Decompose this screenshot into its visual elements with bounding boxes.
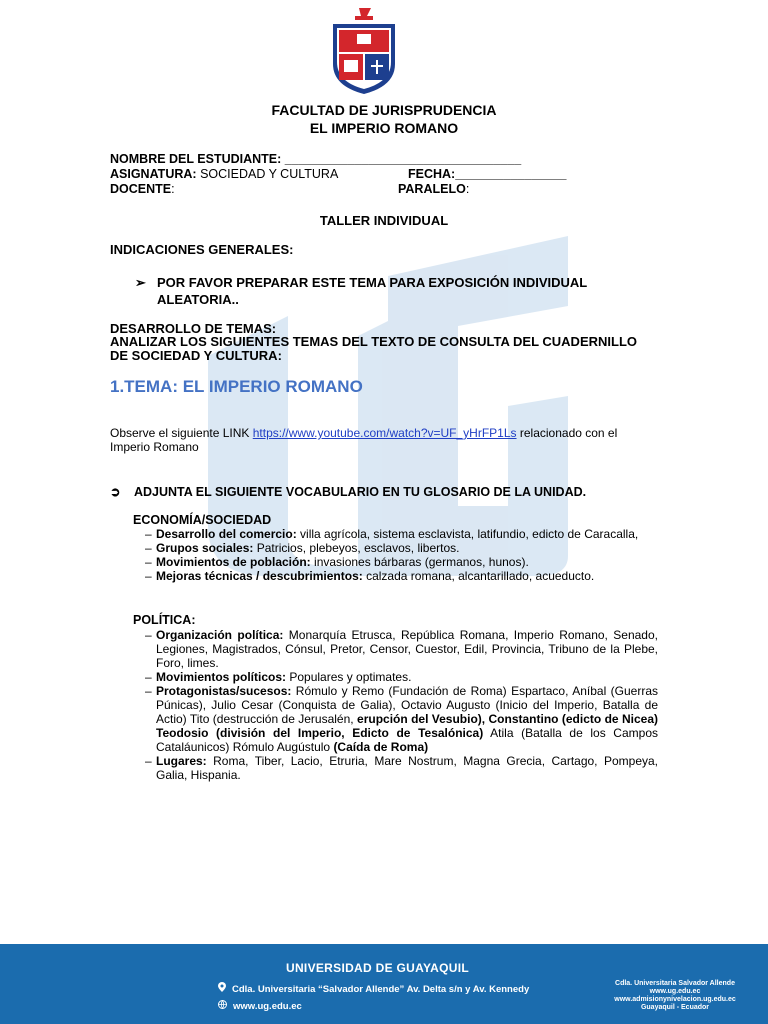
list-item: – Movimientos de población: invasiones bárbaras (germanos, hunos). (145, 555, 529, 569)
economia-list (145, 527, 658, 583)
footer-university-name: UNIVERSIDAD DE GUAYAQUIL (286, 961, 470, 975)
fecha-row (408, 167, 566, 181)
footer-contact-block (600, 980, 750, 1012)
list-item: – Grupos sociales: Patricios, plebeyos, esclavos, libertos. (145, 541, 460, 555)
circled-arrow-icon: ➲ (110, 485, 121, 499)
footer-web-row (218, 1000, 302, 1012)
docente-row (110, 182, 175, 196)
paralelo-label: PARALELO (398, 182, 466, 196)
indicaciones-heading: INDICACIONES GENERALES: (110, 242, 294, 257)
list-item: – Desarrollo del comercio: villa agrícola, sistema esclavista, latifundio, edicto de Caracalla, (145, 527, 639, 541)
location-pin-icon (218, 982, 226, 992)
paralelo-colon: : (465, 182, 470, 196)
asignatura-label: ASIGNATURA: (110, 167, 197, 181)
observe-paragraph (110, 426, 658, 454)
footer-right-line: Cdla. Universitaria Salvador Allende (615, 980, 735, 987)
indicaciones-bullet-text: POR FAVOR PREPARAR ESTE TEMA PARA EXPOSICIÓN INDIVIDUAL ALEATORIA.. (157, 275, 588, 307)
list-item: – Mejoras técnicas / descubrimientos: calzada romana, alcantarillado, acueducto. (145, 569, 595, 583)
observe-text-after: relacionado con el Imperio Romano (110, 426, 618, 454)
fecha-label: FECHA: (408, 167, 456, 181)
politica-list (145, 628, 658, 782)
fecha-line: ________________ (455, 167, 567, 181)
paralelo-row (398, 182, 469, 196)
politica-heading: POLÍTICA: (133, 613, 196, 627)
globe-icon (218, 1000, 227, 1009)
student-name-row (110, 152, 521, 166)
asignatura-row (110, 167, 338, 181)
list-item: – Protagonistas/sucesos: Rómulo y Remo (Fundación de Roma) Espartaco, Aníbal (Guerras Púnicas), Julio Cesar (Conquista de Galia), Octavio Augusto (Inicio del Imperio, Batalla de Actio) Tito (destrucción de Jerusalén, erupción del Vesubio), Constantino (edicto de Nicea) Teodosio (división del Imperio, Edicto de Tesalónica) Atila (Batalla de los Campos Cataláunicos) Rómulo Augústulo (Caída de Roma) (145, 684, 659, 754)
docente-label: DOCENTE (110, 182, 172, 196)
page-footer (0, 944, 768, 1024)
vocab-heading-row (110, 484, 586, 499)
list-item: – Lugares: Roma, Tiber, Lacio, Etruria, Mare Nostrum, Magna Grecia, Cartago, Pompeya, Galia, Hispania. (145, 754, 658, 782)
student-name-line: __________________________________ (284, 152, 522, 166)
list-item: – Organización política: Monarquía Etrusca, República Romana, Imperio Romano, Senado, Legiones, Magistrados, Cónsul, Pretor, Censor, Cuestor, Edil, Provincia, Tribuno de la Plebe, Foro, limes. (145, 628, 658, 670)
document-subject-title: EL IMPERIO ROMANO (309, 120, 459, 136)
student-name-label: NOMBRE DEL ESTUDIANTE: (110, 152, 282, 166)
observe-text-before: Observe el siguiente LINK (110, 426, 253, 440)
list-item: – Movimientos políticos: Populares y optimates. (145, 670, 412, 684)
docente-colon: : (171, 182, 175, 196)
youtube-link[interactable]: https://www.youtube.com/watch?v=UF_yHrFP1Ls (252, 426, 517, 440)
desarrollo-heading: DESARROLLO DE TEMAS: (110, 321, 277, 336)
footer-right-line: www.admisionynivelacion.ug.edu.ec (614, 996, 736, 1003)
taller-title: TALLER INDIVIDUAL (319, 213, 449, 228)
footer-right-line: www.ug.edu.ec (649, 988, 701, 995)
asignatura-value: SOCIEDAD Y CULTURA (200, 167, 339, 181)
footer-address-row (218, 982, 529, 995)
faculty-title: FACULTAD DE JURISPRUDENCIA (271, 102, 497, 118)
footer-website[interactable]: www.ug.edu.ec (233, 1001, 302, 1012)
desarrollo-instruction: ANALIZAR LOS SIGUIENTES TEMAS DEL TEXTO DE CONSULTA DEL CUADERNILLO DE SOCIEDAD Y CULTURA: (110, 334, 638, 363)
footer-address: Cdla. Universitaria “Salvador Allende” Av. Delta s/n y Av. Kennedy (232, 984, 530, 995)
economia-heading: ECONOMÍA/SOCIEDAD (133, 513, 272, 527)
university-crest-logo (331, 6, 397, 94)
vocab-heading: ADJUNTA EL SIGUIENTE VOCABULARIO EN TU GLOSARIO DE LA UNIDAD. (134, 485, 587, 499)
tema-title: 1.TEMA: EL IMPERIO ROMANO (110, 377, 363, 396)
footer-right-line: Guayaquil - Ecuador (640, 1004, 710, 1011)
arrow-bullet-icon: ➢ (135, 275, 146, 290)
